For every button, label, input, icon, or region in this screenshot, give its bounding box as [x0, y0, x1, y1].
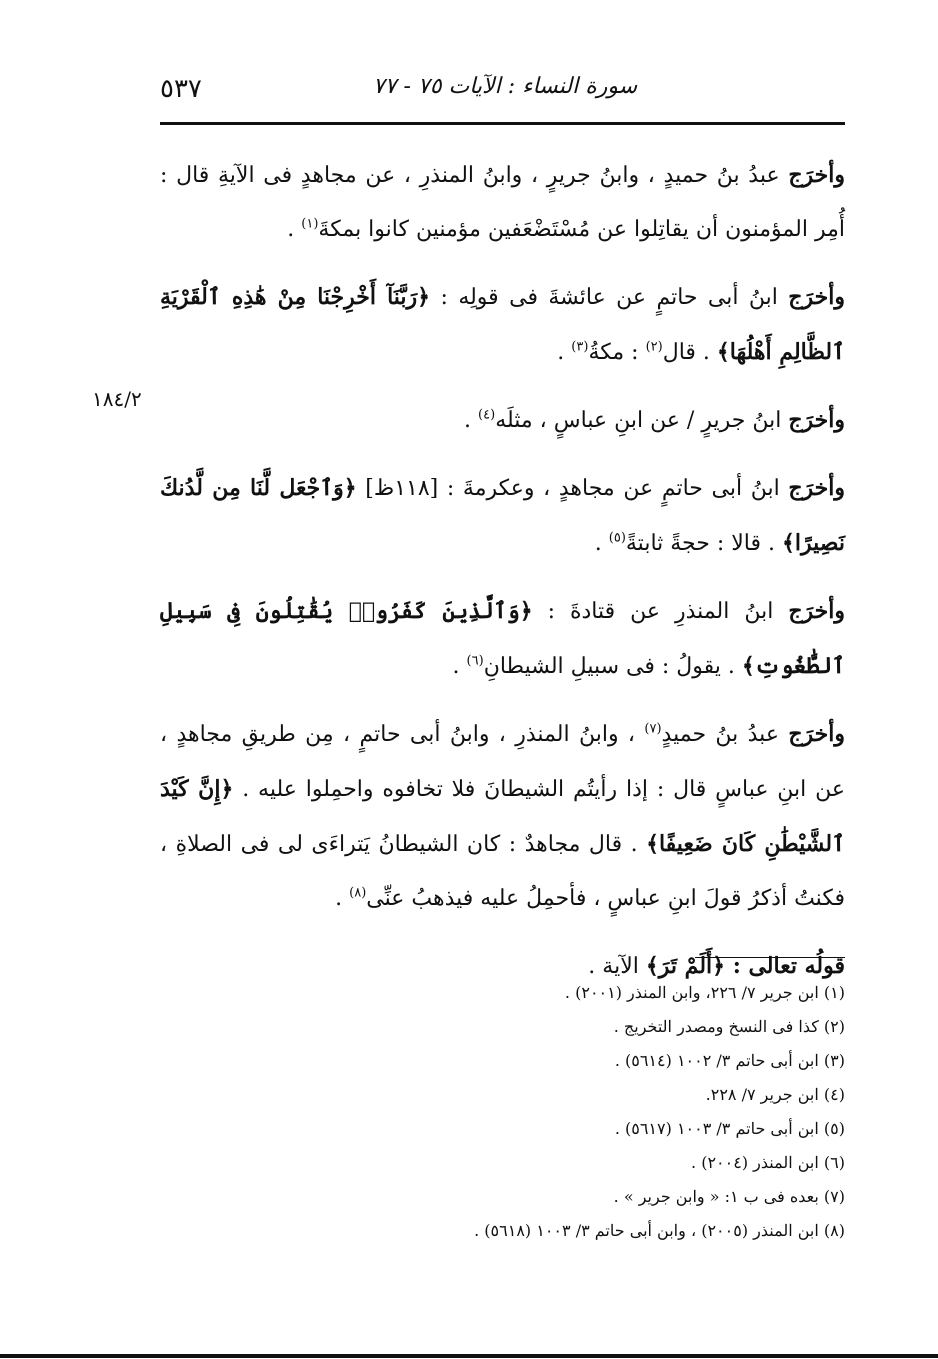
paragraph-text: ابنُ أبى حاتمٍ عن مجاهدٍ ، وعكرمةَ : [١١٨ظ]: [356, 476, 789, 501]
footnote-ref: (٢): [645, 339, 663, 355]
paragraph-text: ابنُ المنذرِ عن قتادةَ :: [532, 599, 789, 624]
paragraph-text: ابنُ أبى حاتمٍ عن عائشةَ فى قولِه :: [430, 285, 789, 310]
paragraph-3: [160, 393, 845, 448]
margin-volume-page-marker: ١٨٤/٢: [92, 387, 142, 411]
paragraph-text: : مكةُ: [588, 340, 646, 365]
quran-quote: ﴿رَبَّنَآ أَخْرِجْنَا مِنْ هَٰذِهِ ٱلْقَرْيَةِ ٱلظَّالِمِ أَهْلُهَا﴾: [160, 284, 845, 365]
paragraph-lead: وأخرَج: [788, 407, 845, 433]
footnote: (٤) ابن جرير ٧/ ٢٢٨.: [705, 1085, 845, 1104]
paragraph-6: [160, 707, 845, 926]
paragraph-text: ، وابنُ المنذرِ ، وابنُ أبى حاتمٍ ، مِن طريقِ مجاهدٍ ، عن ابنِ عباسٍ قال : إذا رأيتُم الشيطانَ فلا تخافوه واحمِلوا عليه .: [160, 722, 846, 802]
footnote-ref: (٦): [466, 653, 484, 669]
paragraph-lead: وأخرَج: [788, 475, 845, 501]
paragraph-1: [160, 148, 845, 257]
footnote-ref: (٣): [571, 339, 589, 355]
bottom-edge-rule: [0, 1354, 938, 1358]
footnote: (٥) ابن أبى حاتم ٣/ ١٠٠٣ (٥٦١٧) .: [614, 1119, 845, 1138]
quran-quote: ﴿وَٱجْعَل لَّنَا مِن لَّدُنكَ نَصِيرًا﴾: [160, 475, 845, 556]
header-rule: [160, 122, 845, 125]
paragraph-tail: .: [452, 654, 467, 679]
paragraph-text: . قال: [662, 340, 717, 365]
paragraph-5: [160, 584, 845, 694]
paragraph-lead: وأخرَج: [788, 598, 845, 624]
quran-quote: ﴿وَٱلَّذِينَ كَفَرُوا۟ يُقَٰتِلُونَ فِى سَبِيلِ ٱلطَّٰغُوتِ﴾: [160, 598, 845, 679]
page-number: ٥٣٧: [160, 74, 202, 104]
footnote: (١) ابن جرير ٧/ ٢٢٦، وابن المنذر (٢٠٠١) .: [564, 983, 845, 1002]
main-text: [160, 148, 845, 994]
footnote-ref: (٧): [644, 721, 662, 737]
section-heading: قولُه تعالى :: [732, 953, 845, 979]
footnote-ref: (٥): [608, 530, 626, 546]
footnote-rule: [695, 957, 845, 958]
paragraph-2: [160, 270, 845, 380]
paragraph-tail: الآية .: [588, 954, 646, 979]
running-head: سورة النساء : الآيات ٧٥ - ٧٧: [372, 74, 638, 99]
paragraph-lead: وأخرَج: [788, 162, 845, 188]
footnote: (٣) ابن أبى حاتم ٣/ ١٠٠٢ (٥٦١٤) .: [614, 1051, 845, 1070]
quran-quote: ﴿إِنَّ كَيْدَ ٱلشَّيْطَٰنِ كَانَ ضَعِيفًا﴾: [160, 776, 845, 857]
footnote: (٢) كذا فى النسخ ومصدر التخريج .: [613, 1017, 845, 1036]
paragraph-lead: وأخرَج: [788, 721, 845, 747]
paragraph-lead: وأخرَج: [788, 284, 845, 310]
footnote: (٨) ابن المنذر (٢٠٠٥) ، وابن أبى حاتم ٣/ ١٠٠٣ (٥٦١٨) .: [474, 1221, 845, 1240]
paragraph-tail: .: [557, 340, 572, 365]
paragraph-tail: .: [464, 408, 479, 433]
paragraph-4: [160, 461, 845, 571]
footnote-ref: (١): [301, 216, 319, 232]
paragraph-text: عبدُ بنُ حميدٍ: [661, 722, 789, 747]
paragraph-text: . يقولُ : فى سبيلِ الشيطانِ: [483, 654, 742, 679]
quran-quote: ﴿أَلَمْ تَرَ﴾: [645, 953, 733, 979]
paragraph-tail: .: [335, 886, 350, 911]
paragraph-tail: .: [287, 217, 302, 242]
footnote-ref: (٤): [478, 407, 496, 423]
paragraph-text: ابنُ جريرٍ / عن ابنِ عباسٍ ، مثلَه: [495, 408, 789, 433]
footnote: (٧) بعده فى ب ١: « وابن جرير » .: [613, 1187, 845, 1206]
paragraph-text: . قال مجاهدٌ : كان الشيطانُ يَتراءَى لى فى الصلاةِ ، فكنتُ أذكرُ قولَ ابنِ عباسٍ ، فأحمِلُ عليه فيذهبُ عنِّى: [160, 832, 845, 911]
paragraph-tail: .: [594, 531, 609, 556]
paragraph-text: . قالا : حجةً ثابتةً: [625, 531, 783, 556]
footnote: (٦) ابن المنذر (٢٠٠٤) .: [691, 1153, 845, 1172]
footnote-ref: (٨): [349, 885, 367, 901]
paragraph-text: عبدُ بنُ حميدٍ ، وابنُ جريرٍ ، وابنُ المنذرِ ، عن مجاهدٍ فى الآيةِ قال : أُمِر المؤمنون أن يقاتِلوا عن مُسْتَضْعَفين مؤمنين كانوا بمكةَ: [160, 163, 845, 242]
footnotes: [160, 976, 845, 1248]
